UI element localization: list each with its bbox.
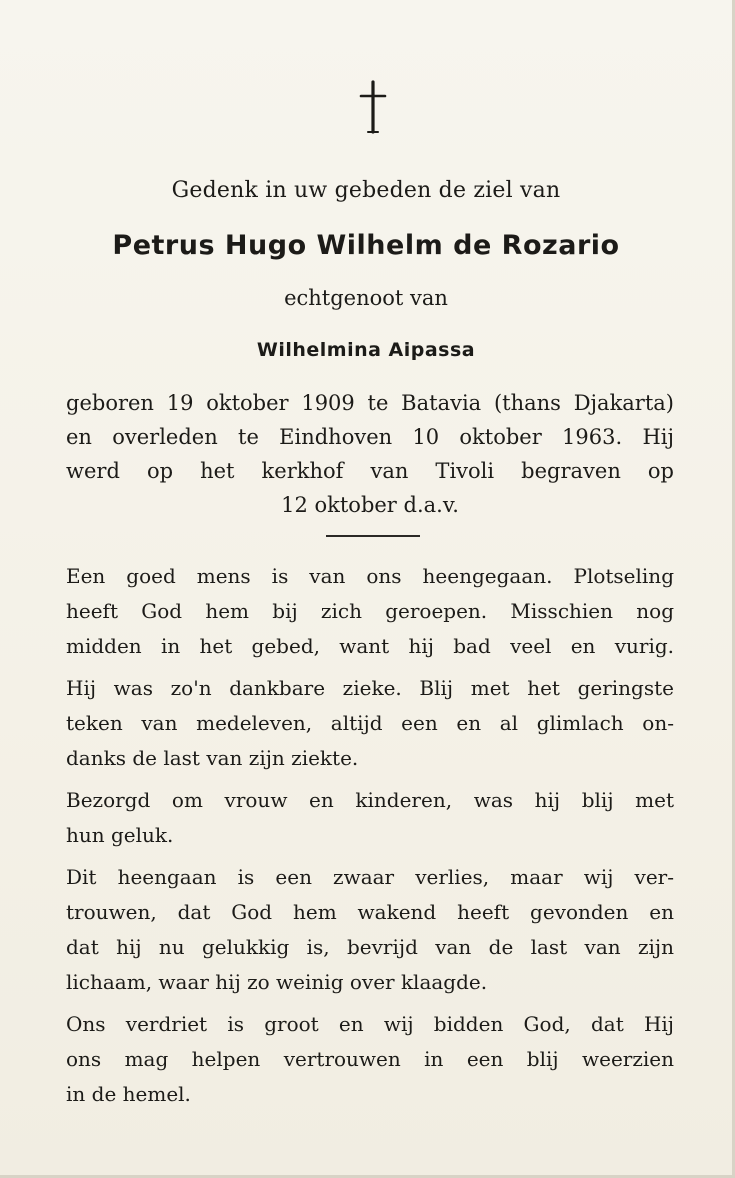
intro-text: Gedenk in uw gebeden de ziel van (171, 178, 561, 203)
text-line: dat hij nu gelukkig is, bevrijd van de last van zijn (66, 935, 674, 959)
memorial-text (66, 559, 674, 1119)
paragraph (66, 559, 674, 664)
text-line: lichaam, waar hij zo weinig over klaagde. (66, 970, 488, 994)
dates-line: 12 oktober d.a.v. (281, 493, 459, 517)
paragraph (66, 1007, 674, 1112)
text-line: ons mag helpen vertrouwen in een blij weerzien (66, 1047, 674, 1071)
text-line: Dit heengaan is een zwaar verlies, maar wij ver- (66, 865, 674, 889)
dates-line: geboren 19 oktober 1909 te Batavia (thans Djakarta) (66, 391, 674, 415)
text-line: heeft God hem bij zich geroepen. Misschien nog (66, 599, 674, 623)
cross-icon (355, 80, 391, 134)
text-line: Ons verdriet is groot en wij bidden God, dat Hij (66, 1012, 674, 1036)
text-line: Bezorgd om vrouw en kinderen, was hij blij met (66, 788, 674, 812)
dates-block (66, 386, 674, 522)
divider (326, 535, 420, 537)
deceased-name: Petrus Hugo Wilhelm de Rozario (112, 230, 620, 261)
text-line: danks de last van zijn ziekte. (66, 746, 359, 770)
text-line: Hij was zo'n dankbare zieke. Blij met het geringste (66, 676, 674, 700)
dates-line: werd op het kerkhof van Tivoli begraven op (66, 459, 674, 483)
dates-line: en overleden te Eindhoven 10 oktober 1963. Hij (66, 425, 674, 449)
text-line: hun geluk. (66, 823, 174, 847)
text-line: trouwen, dat God hem wakend heeft gevonden en (66, 900, 674, 924)
text-line: teken van medeleven, altijd een en al glimlach on- (66, 711, 674, 735)
paragraph (66, 671, 674, 776)
paragraph (66, 860, 674, 1000)
text-line: Een goed mens is van ons heengegaan. Plotseling (66, 564, 674, 588)
spouse-name: Wilhelmina Aipassa (256, 339, 476, 361)
text-line: midden in het gebed, want hij bad veel en vurig. (66, 634, 674, 658)
spouse-intro: echtgenoot van (284, 286, 448, 310)
paragraph (66, 783, 674, 853)
text-line: in de hemel. (66, 1082, 191, 1106)
